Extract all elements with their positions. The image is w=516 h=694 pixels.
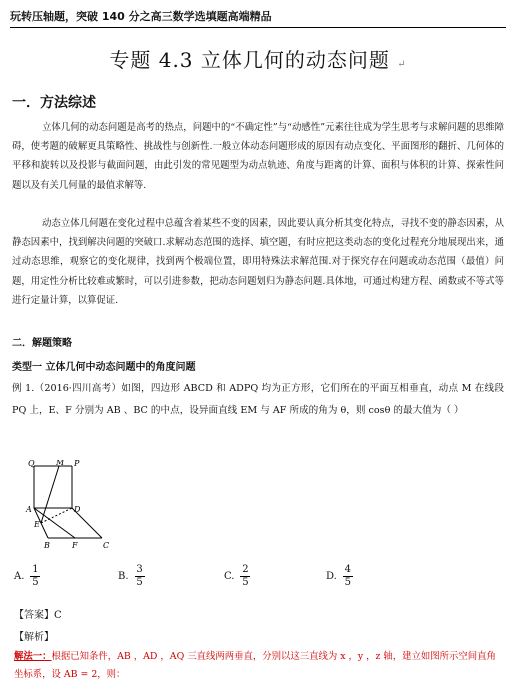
header-text: 玩转压轴题，突破 140 分之高三数学选填题高端精品 xyxy=(10,8,506,28)
choice-c xyxy=(224,564,250,589)
fraction-numerator: 2 xyxy=(242,564,249,575)
paragraph-2: 动态立体几何题在变化过程中总蕴含着某些不变的因素，因此要认真分析其变化特点，寻找不变的静态因素，从静态因素中，找到解决问题的突破口.求解动态范围的选择、填空题，有时应把这类动态的变化过程充分地展现出来，通过动态思维，观察它的变化规律，找到两个极端位置，即用特殊法求解范围.对于探究存在问题或动态范围（最值）问题，用定性分析比较难或繁时，可以引进参数，把动态问题划归为静态问题.具体地，可通过构建方程、函数或不等式等进行定量计算，以算促证. xyxy=(12,218,504,306)
label-b: B xyxy=(44,541,50,550)
solution-text xyxy=(14,648,504,684)
segment-em xyxy=(41,466,59,523)
type-heading: 类型一 立体几何中动态问题中的角度问题 xyxy=(12,362,196,373)
section-heading-methods: 一．方法综述 xyxy=(12,95,96,111)
answer-choices xyxy=(14,564,504,598)
page-title xyxy=(0,44,516,73)
label-e: E xyxy=(34,520,40,529)
choice-d xyxy=(326,564,353,589)
fraction-denominator: 5 xyxy=(344,577,352,588)
fraction-numerator: 3 xyxy=(136,564,143,575)
solution-body: 根据已知条件，AB ，AD ，AQ 三直线两两垂直，分别以这三直线为 x ，y ，z 轴，建立如图所示空间直角坐标系，设 AB = 2，则： xyxy=(14,651,496,680)
fraction-numerator: 1 xyxy=(32,564,39,575)
label-f: F xyxy=(72,541,78,550)
choice-letter: C. xyxy=(224,571,235,582)
label-a: A xyxy=(26,505,32,514)
label-c: C xyxy=(103,541,110,550)
paragraph-1: 立体几何的动态问题是高考的热点，问题中的“不确定性”与“动感性”元素往往成为学生思考与求解问题的思维障碍，使考题的破解更具策略性、挑战性与创新性.一般立体动态问题形成的原因有动点变化、平面图形的翻折、几何体的平移和旋转以及投影与截面问题，由此引发的常见题型为动点轨迹、角度与距离的计算、面积与体积的计算、探索性问题以及有关几何量的最值求解等. xyxy=(12,122,504,191)
choice-letter: D. xyxy=(326,571,337,582)
fraction-denominator: 5 xyxy=(136,577,143,588)
choice-a xyxy=(14,564,40,589)
answer-label: 【答案】 xyxy=(14,610,54,621)
analysis-label: 【解析】 xyxy=(14,632,54,643)
fraction-denominator: 5 xyxy=(242,577,249,588)
label-q: Q xyxy=(28,460,35,468)
example-1: 例 1.（2016·四川高考）如图，四边形 ABCD 和 ADPQ 均为正方形，它们所在的平面互相垂直，动点 M 在线段 PQ 上，E、F 分别为 AB 、BC 的中点，设异面直线 EM 与 AF 所成的角为 θ，则 cosθ 的最大值为（ ） xyxy=(12,383,504,416)
label-d: D xyxy=(74,505,81,514)
solution-label: 解法一： xyxy=(14,651,52,662)
choice-letter: A. xyxy=(14,571,25,582)
fraction-denominator: 5 xyxy=(32,577,39,588)
page-title-text: 专题 4.3 立体几何的动态问题 xyxy=(109,48,390,72)
segment-af xyxy=(34,508,75,538)
fraction-numerator: 4 xyxy=(344,564,352,575)
label-m: M xyxy=(56,460,65,467)
choice-fraction xyxy=(135,564,145,589)
choice-fraction xyxy=(343,564,353,589)
section-heading-strategies: 二．解题策略 xyxy=(12,338,72,349)
choice-b xyxy=(118,564,145,589)
geometry-figure xyxy=(12,460,142,560)
return-mark-icon: ↵ xyxy=(397,59,407,70)
answer-value: C xyxy=(54,610,62,621)
label-p: P xyxy=(74,460,80,468)
choice-letter: B. xyxy=(118,571,129,582)
choice-fraction xyxy=(30,564,40,589)
answer-line xyxy=(14,606,62,621)
segment-ed xyxy=(41,508,72,523)
choice-fraction xyxy=(240,564,250,589)
